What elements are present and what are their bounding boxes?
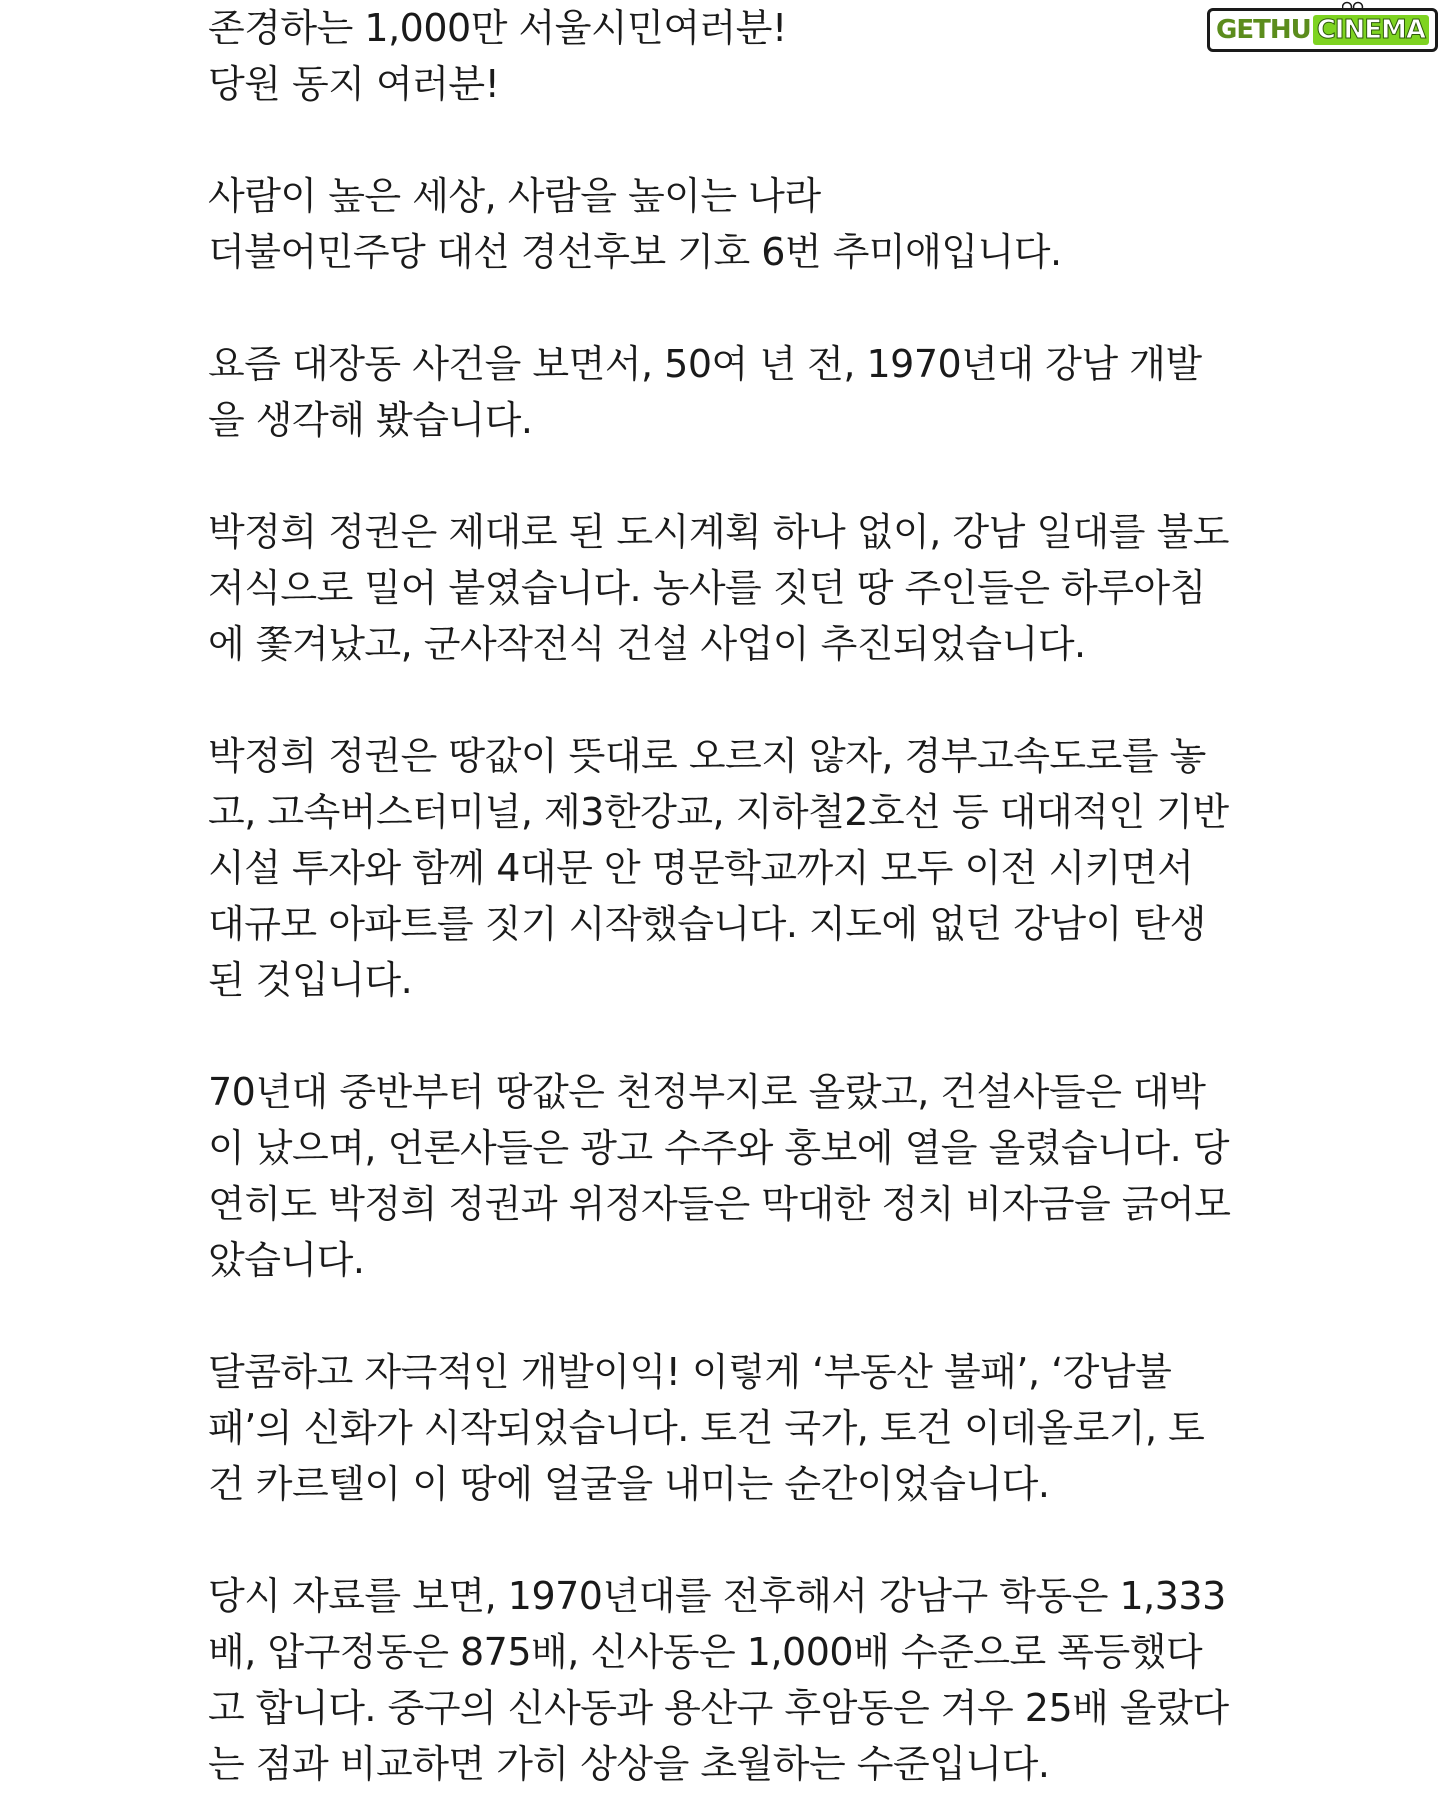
paragraph-gap [208,672,1248,728]
paragraph [208,168,1248,280]
text-line: 존경하는 1,000만 서울시민여러분! [208,6,787,50]
text-line: 고 합니다. 중구의 신사동과 용산구 후암동은 겨우 25배 올랐다 [208,1686,1229,1730]
paragraph [208,1568,1248,1792]
watermark-logo [1216,0,1440,58]
text-line: 건 카르텔이 이 땅에 얼굴을 내미는 순간이었습니다. [208,1462,1050,1506]
text-line: 사람이 높은 세상, 사람을 높이는 나라 [208,174,821,218]
text-line: 저식으로 밀어 붙였습니다. 농사를 짓던 땅 주인들은 하루아침 [208,566,1206,610]
watermark-box [1207,8,1438,52]
paragraph-gap [208,1512,1248,1568]
paragraph [208,504,1248,672]
text-line: 연히도 박정희 정권과 위정자들은 막대한 정치 비자금을 긁어모 [208,1182,1231,1226]
paragraph-gap [208,448,1248,504]
text-line: 에 쫓겨났고, 군사작전식 건설 사업이 추진되었습니다. [208,622,1086,666]
paragraph-gap [208,1008,1248,1064]
text-line: 된 것입니다. [208,958,413,1002]
text-line: 달콤하고 자극적인 개발이익! 이렇게 ‘부동산 불패’, ‘강남불 [208,1350,1172,1394]
text-line: 이 났으며, 언론사들은 광고 수주와 홍보에 열을 올렸습니다. 당 [208,1126,1229,1170]
text-line: 70년대 중반부터 땅값은 천정부지로 올랐고, 건설사들은 대박 [208,1070,1206,1114]
text-line: 요즘 대장동 사건을 보면서, 50여 년 전, 1970년대 강남 개발 [208,342,1202,386]
paragraph [208,728,1248,1008]
text-line: 당시 자료를 보면, 1970년대를 전후해서 강남구 학동은 1,333 [208,1574,1226,1618]
text-line: 대규모 아파트를 짓기 시작했습니다. 지도에 없던 강남이 탄생 [208,902,1206,946]
paragraph [208,1064,1248,1288]
text-line: 는 점과 비교하면 가히 상상을 초월하는 수준입니다. [208,1742,1050,1786]
paragraph [208,0,1248,112]
text-line: 패’의 신화가 시작되었습니다. 토건 국가, 토건 이데올로기, 토 [208,1406,1205,1450]
text-line: 박정희 정권은 땅값이 뜻대로 오르지 않자, 경부고속도로를 놓 [208,734,1206,778]
text-line: 을 생각해 봤습니다. [208,398,533,442]
paragraph [208,1344,1248,1512]
text-line: 배, 압구정동은 875배, 신사동은 1,000배 수준으로 폭등했다 [208,1630,1203,1674]
watermark-part1: GETHU [1216,15,1311,45]
statement-text [208,0,1248,1792]
paragraph-gap [208,112,1248,168]
text-line: 시설 투자와 함께 4대문 안 명문학교까지 모두 이전 시키면서 [208,846,1194,890]
paragraph [208,336,1248,448]
text-line: 고, 고속버스터미널, 제3한강교, 지하철2호선 등 대대적인 기반 [208,790,1229,834]
text-line: 았습니다. [208,1238,365,1282]
paragraph-gap [208,280,1248,336]
text-line: 당원 동지 여러분! [208,62,500,106]
watermark-part2: CINEMA [1313,15,1429,45]
paragraph-gap [208,1288,1248,1344]
text-line: 박정희 정권은 제대로 된 도시계획 하나 없이, 강남 일대를 불도 [208,510,1229,554]
text-line: 더불어민주당 대선 경선후보 기호 6번 추미애입니다. [208,230,1062,274]
